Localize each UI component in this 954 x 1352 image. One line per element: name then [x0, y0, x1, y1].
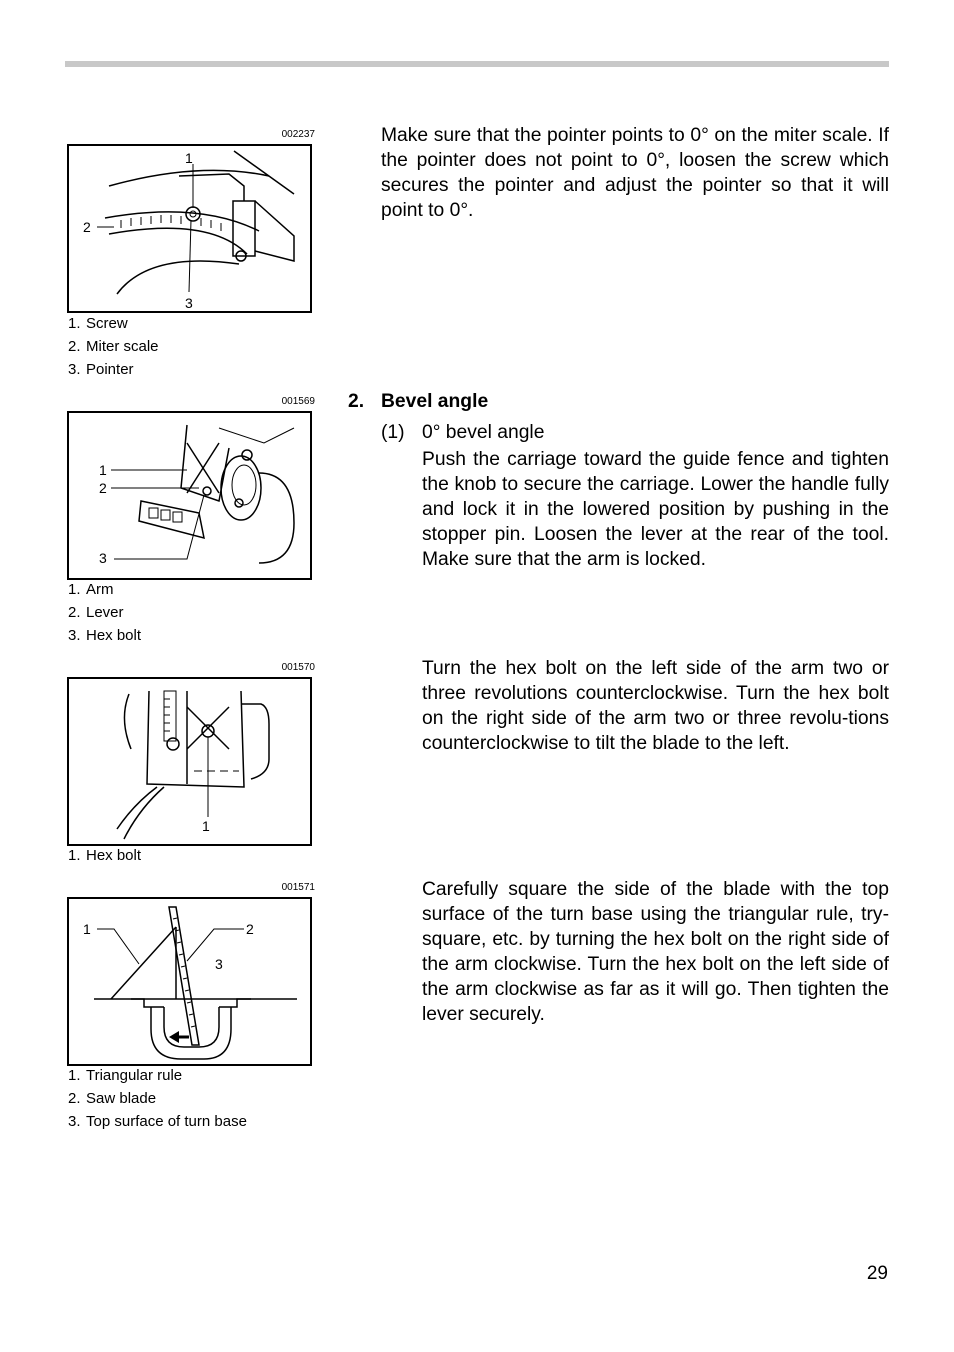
- arm-lever-drawing: [69, 413, 314, 582]
- callout-1: 1: [99, 462, 107, 478]
- caption-item: 1. Arm: [68, 581, 114, 598]
- callout-2: 2: [83, 219, 91, 235]
- caption-item: 2. Miter scale: [68, 338, 159, 355]
- subsection-title: 0° bevel angle: [422, 422, 545, 443]
- callout-1: 1: [202, 818, 210, 834]
- callout-2: 2: [99, 480, 107, 496]
- callout-3: 3: [215, 956, 223, 972]
- paragraph-hex-bolt: Turn the hex bolt on the left side of the arm two or three revolutions counterclockwise. Turn the hex bolt on the right side of the arm two or three revolu-tions counterclockwise to tilt the blade to the left.: [422, 658, 889, 754]
- figure-miter-scale: [67, 144, 312, 313]
- figure-2-captions: [68, 578, 141, 647]
- page-number: 29: [866, 1263, 888, 1284]
- callout-3: 3: [185, 295, 193, 311]
- figure-code: 001571: [281, 882, 315, 893]
- header-rule: [65, 61, 889, 67]
- section-number: 2.: [348, 391, 365, 412]
- figure-4-captions: [68, 1064, 247, 1133]
- figure-arm-lever: [67, 411, 312, 580]
- section-title: Bevel angle: [381, 391, 489, 412]
- paragraph-square-blade: Carefully square the side of the blade with the top surface of the turn base using the triangular rule, try-square, etc. by turning the hex bolt on the right side of the arm clockwise. Turn the hex bolt on the left side of the arm clockwise as far as it will go. Then tighten the lever securely.: [422, 879, 889, 1025]
- figure-code: 002237: [281, 129, 315, 140]
- paragraph-carriage: Push the carriage toward the guide fence and tighten the knob to secure the carriage. Lower the handle fully and lock it in the lowered position by pushing in the stopper pin. Loosen the lever at the rear of the tool. Make sure that the arm is locked.: [422, 449, 889, 570]
- caption-item: 1. Hex bolt: [68, 847, 142, 864]
- figure-triangular-rule: [67, 897, 312, 1066]
- subsection-number: (1): [381, 422, 405, 443]
- figure-hex-bolt: [67, 677, 312, 846]
- callout-2: 2: [246, 921, 254, 937]
- caption-item: 3. Hex bolt: [68, 627, 142, 644]
- callout-3: 3: [99, 550, 107, 566]
- caption-item: 3. Top surface of turn base: [68, 1113, 247, 1130]
- caption-item: 3. Pointer: [68, 361, 134, 378]
- hex-bolt-drawing: [69, 679, 314, 848]
- subsection-heading: [381, 422, 544, 444]
- section-heading: [348, 391, 488, 413]
- caption-item: 1. Triangular rule: [68, 1067, 183, 1084]
- caption-item: 2. Lever: [68, 604, 124, 621]
- figure-code: 001570: [281, 662, 315, 673]
- figure-code: 001569: [281, 396, 315, 407]
- triangular-rule-drawing: [69, 899, 314, 1068]
- intro-paragraph: Make sure that the pointer points to 0° on the miter scale. If the pointer does not point to 0°, loosen the screw which secures the pointer and adjust the pointer so that it will point to 0°.: [381, 125, 889, 221]
- miter-scale-drawing: [69, 146, 314, 315]
- caption-item: 1. Screw: [68, 315, 128, 332]
- figure-3-captions: [68, 844, 141, 867]
- figure-1-captions: [68, 312, 159, 381]
- caption-item: 2. Saw blade: [68, 1090, 157, 1107]
- callout-1: 1: [83, 921, 91, 937]
- callout-1: 1: [185, 150, 193, 166]
